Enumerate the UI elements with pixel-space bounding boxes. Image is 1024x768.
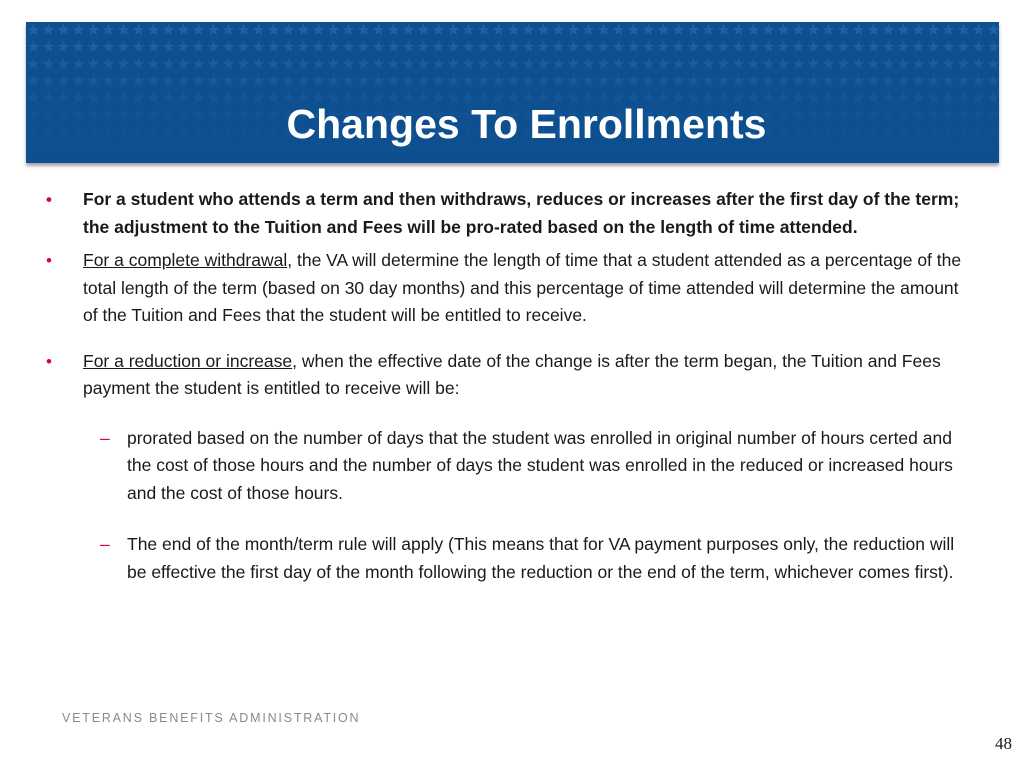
bullet-text: For a student who attends a term and then withdraws, reduces or increases after the first day of the term; the adjustment to the Tuition and Fees will be pro-rated based on the length of time attended. xyxy=(83,189,960,237)
sub-bullet-marker: – xyxy=(100,427,110,448)
slide-title: Changes To Enrollments xyxy=(286,101,767,147)
bullet-text: , when the effective date of the change is after the term began, the Tuition and Fees payment the student is entitled to receive will be: xyxy=(83,350,941,398)
bullet-marker: • xyxy=(46,190,52,209)
bullet-marker: • xyxy=(46,251,52,270)
bullet-underlined-lead: For a complete withdrawal xyxy=(83,250,288,270)
footer-organization: VETERANS BENEFITS ADMINISTRATION xyxy=(62,711,361,725)
bullet-underlined-lead: For a reduction or increase xyxy=(83,350,293,371)
bullet-item xyxy=(46,348,966,403)
sub-bullet-item xyxy=(46,425,966,508)
sub-bullet-item xyxy=(46,531,966,586)
bullet-marker: • xyxy=(46,351,52,371)
slide-body xyxy=(46,186,966,586)
bullet-item xyxy=(46,186,966,241)
bullet-item xyxy=(46,247,966,330)
bullet-text: , the VA will determine the length of time that a student attended as a percentage of the total length of the term (based on 30 day months) and this percentage of time attended will determine the amount of the Tuition and Fees that the student will be entitled to receive. xyxy=(83,250,962,325)
sub-bullet-marker: – xyxy=(100,534,110,554)
sub-bullet-text: prorated based on the number of days that the student was enrolled in original number of hours certed and the cost of those hours and the number of days the student was enrolled in the reduced or increased hours and the cost of those hours. xyxy=(127,427,953,503)
page-number: 48 xyxy=(995,734,1012,753)
sub-bullet-text: The end of the month/term rule will apply (This means that for VA payment purposes only, the reduction will be effective the first day of the month following the reduction or the end of the term, whichever comes first). xyxy=(127,534,955,582)
title-banner xyxy=(26,22,999,163)
